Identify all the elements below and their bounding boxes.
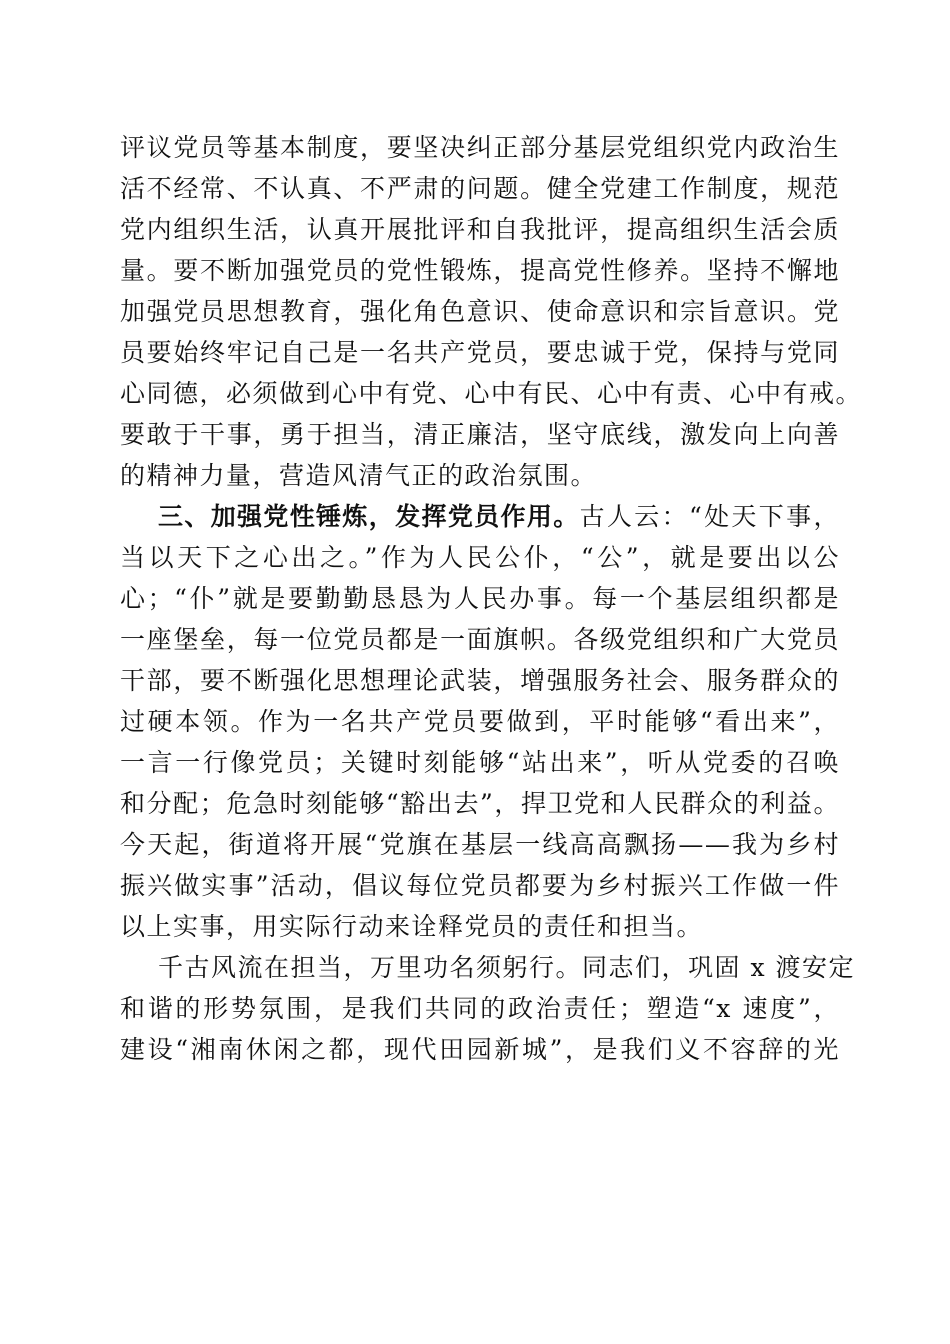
text-line: 千古风流在担当，万里功名须躬行。同志们，巩固 x 渡安定 (158, 953, 855, 982)
text-line: 一言一行像党员；关键时刻能够“站出来”，听从党委的召唤 (120, 748, 840, 777)
text-line: 当以天下之心出之。”作为人民公仆，“公”，就是要出以公 (120, 543, 840, 572)
text-line: 以上实事，用实际行动来诠释党员的责任和担当。 (120, 912, 704, 941)
text-line: 活不经常、不认真、不严肃的问题。健全党建工作制度，规范 (120, 174, 840, 203)
text-span: 古人云：“处天下事， (579, 502, 840, 531)
text-line: 今天起，街道将开展“党旗在基层一线高高飘扬——我为乡村 (120, 830, 840, 859)
text-line: 干部，要不断强化思想理论武装，增强服务社会、服务群众的 (120, 666, 840, 695)
text-line: 评议党员等基本制度，要坚决纠正部分基层党组织党内政治生 (120, 133, 840, 162)
text-line: 建设“湘南休闲之都，现代田园新城”，是我们义不容辞的光 (120, 1035, 840, 1064)
paragraph-1 (120, 127, 863, 496)
document-body (120, 127, 863, 1070)
text-line: 一座堡垒，每一位党员都是一面旗帜。各级党组织和广大党员 (120, 625, 840, 654)
text-line: 过硬本领。作为一名共产党员要做到，平时能够“看出来”， (120, 707, 840, 736)
text-line: 心同德，必须做到心中有党、心中有民、心中有责、心中有戒。 (120, 379, 863, 408)
paragraph-2 (120, 496, 840, 947)
text-line: 振兴做实事”活动，倡议每位党员都要为乡村振兴工作做一件 (120, 871, 840, 900)
section-heading: 三、加强党性锤炼，发挥党员作用。 (158, 502, 580, 531)
text-line: 的精神力量，营造风清气正的政治氛围。 (120, 461, 598, 490)
text-line: 加强党员思想教育，强化角色意识、使命意识和宗旨意识。党 (120, 297, 840, 326)
text-line: 和分配；危急时刻能够“豁出去”，捍卫党和人民群众的利益。 (120, 789, 840, 818)
text-line: 量。要不断加强党员的党性锻炼，提高党性修养。坚持不懈地 (120, 256, 840, 285)
text-line: 要敢于干事，勇于担当，清正廉洁，坚守底线，激发向上向善 (120, 420, 840, 449)
paragraph-3 (120, 947, 855, 1070)
text-line: 心；“仆”就是要勤勤恳恳为人民办事。每一个基层组织都是 (120, 584, 840, 613)
text-line: 党内组织生活，认真开展批评和自我批评，提高组织生活会质 (120, 215, 840, 244)
text-line: 和谐的形势氛围，是我们共同的政治责任；塑造“x 速度”， (120, 994, 840, 1023)
text-line (120, 496, 840, 537)
text-line: 员要始终牢记自己是一名共产党员，要忠诚于党，保持与党同 (120, 338, 840, 367)
